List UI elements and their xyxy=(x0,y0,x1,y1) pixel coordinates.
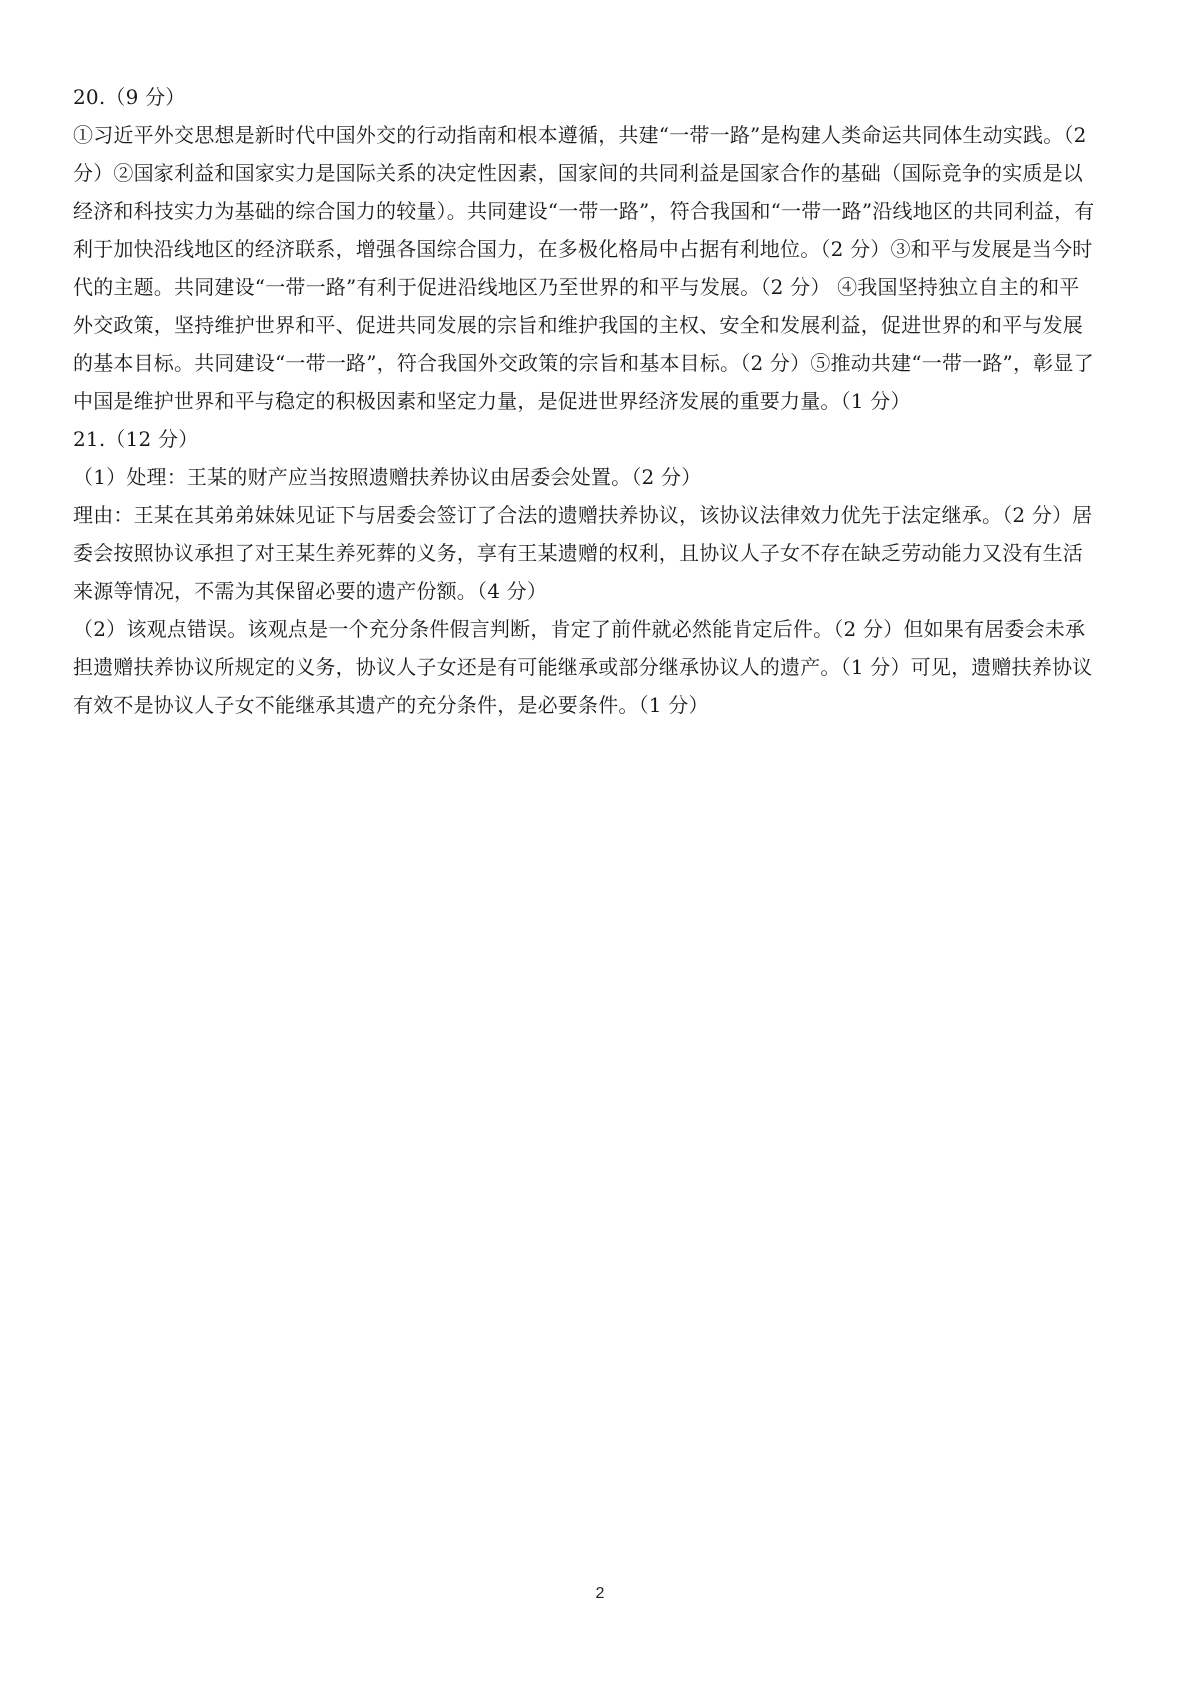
question-20-answer-line-5: 代的主题。共同建设“一带一路”有利于促进沿线地区乃至世界的和平与发展。（2 分） ④我国坚持独立自主的和平 xyxy=(73,275,1080,299)
question-21-part-1-reason-line-3: 来源等情况，不需为其保留必要的遗产份额。（4 分） xyxy=(73,579,548,603)
question-20-answer-line-3: 经济和科技实力为基础的综合国力的较量）。共同建设“一带一路”，符合我国和“一带一路”沿线地区的共同利益，有 xyxy=(73,199,1095,223)
question-21-part-1-reason-line-1: 理由：王某在其弟弟妹妹见证下与居委会签订了合法的遗赠扶养协议，该协议法律效力优先于法定继承。（2 分）居 xyxy=(73,503,1093,527)
question-20-answer-line-2: 分）②国家利益和国家实力是国际关系的决定性因素，国家间的共同利益是国家合作的基础（国际竞争的实质是以 xyxy=(73,161,1083,185)
question-21-part-2-line-3: 有效不是协议人子女不能继承其遗产的充分条件，是必要条件。（1 分） xyxy=(73,693,709,717)
question-20-heading: 20.（9 分） xyxy=(73,85,186,109)
question-20-answer-line-8: 中国是维护世界和平与稳定的积极因素和坚定力量，是促进世界经济发展的重要力量。（1 分） xyxy=(73,389,911,413)
question-21-part-1-reason-line-2: 委会按照协议承担了对王某生养死葬的义务，享有王某遗赠的权利，且协议人子女不存在缺乏劳动能力又没有生活 xyxy=(73,541,1083,565)
question-20-answer-line-7: 的基本目标。共同建设“一带一路”，符合我国外交政策的宗旨和基本目标。（2 分）⑤推动共建“一带一路”，彰显了 xyxy=(73,351,1094,375)
answer-document xyxy=(73,78,1133,724)
question-21-part-2-line-1: （2）该观点错误。该观点是一个充分条件假言判断，肯定了前件就必然能肯定后件。（2 分）但如果有居委会未承 xyxy=(73,617,1086,641)
question-21-part-2-line-2: 担遗赠扶养协议所规定的义务，协议人子女还是有可能继承或部分继承协议人的遗产。（1 分）可见，遗赠扶养协议 xyxy=(73,655,1093,679)
question-20-answer-line-6: 外交政策，坚持维护世界和平、促进共同发展的宗旨和维护我国的主权、安全和发展利益，促进世界的和平与发展 xyxy=(73,313,1083,337)
question-21-part-1-handling: （1）处理：王某的财产应当按照遗赠扶养协议由居委会处置。（2 分） xyxy=(73,465,702,489)
question-20-answer-line-4: 利于加快沿线地区的经济联系，增强各国综合国力，在多极化格局中占据有利地位。（2 分）③和平与发展是当今时 xyxy=(73,237,1093,261)
question-21-heading: 21.（12 分） xyxy=(73,427,199,451)
page-number: 2 xyxy=(595,1585,605,1602)
question-20-answer-line-1: ①习近平外交思想是新时代中国外交的行动指南和根本遵循，共建“一带一路”是构建人类命运共同体生动实践。（2 xyxy=(73,123,1087,147)
